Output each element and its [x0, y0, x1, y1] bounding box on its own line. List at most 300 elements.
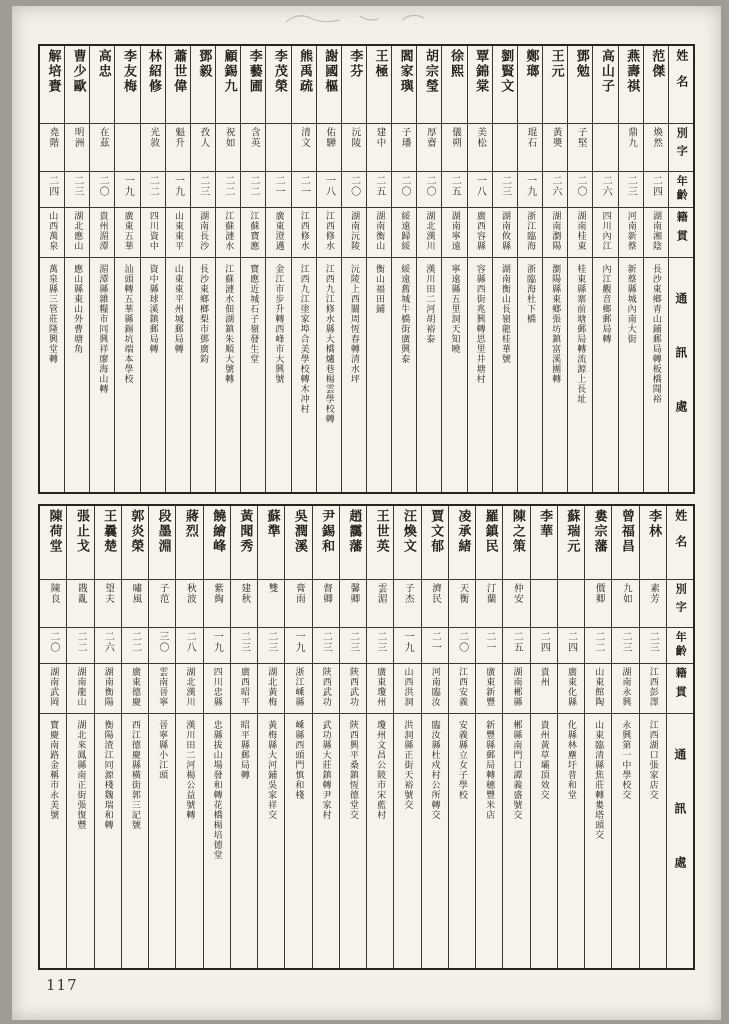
person-name [67, 506, 93, 580]
person-courtesy-name-text: 祝如 [223, 127, 235, 148]
person-native-place-text: 江蘇漣水 [223, 211, 234, 251]
person-native-place [503, 664, 529, 714]
person-address-text: 化縣林塵圩普和堂 [565, 720, 576, 800]
person-native-place-text: 湖南長沙 [198, 211, 209, 251]
person-age [367, 628, 393, 664]
header-courtesy-label: 別字 [674, 583, 688, 619]
person-native-place-text: 湖南攸縣 [500, 211, 510, 251]
person-native-place-text: 廣東化縣 [566, 667, 577, 707]
person-courtesy-name [558, 580, 584, 628]
person-address-text: 內江觀音鄉郵局轉 [600, 264, 611, 344]
person-native-place [40, 664, 66, 714]
person-name [518, 46, 542, 124]
person-column [257, 506, 284, 968]
person-name-text: 顧錫九 [221, 49, 237, 94]
person-name-text: 凌承緒 [455, 509, 471, 554]
person-native-place [216, 208, 240, 258]
person-age-text: 二一 [429, 631, 441, 653]
person-native-place-text: 湖南瀏陽 [550, 211, 561, 251]
person-age [191, 172, 215, 208]
person-column [89, 46, 114, 492]
person-courtesy-name-text: 琨石 [525, 127, 537, 148]
person-courtesy-name-text: 佑驊 [324, 127, 336, 148]
person-native-place-text: 雲南晉寧 [157, 667, 168, 707]
person-age [122, 628, 148, 664]
person-address [40, 714, 66, 968]
person-native-place-text: 湖北漢川 [184, 667, 195, 707]
person-address [449, 714, 475, 968]
handwriting-mark [282, 8, 442, 30]
person-age-text: 二二 [75, 631, 87, 653]
person-age-text: 二三 [625, 175, 637, 197]
person-name-text: 饒繪峰 [210, 509, 226, 554]
person-name-text: 蘇瑞元 [564, 509, 580, 554]
person-age [612, 628, 638, 664]
person-address-text: 沅陵上西關周恆春轉清水坪 [348, 264, 359, 384]
person-age [258, 628, 284, 664]
person-column [366, 506, 393, 968]
person-column [341, 46, 366, 492]
person-native-place [176, 664, 202, 714]
person-address-text: 汕頭轉五華縣錫坑端本學校 [122, 264, 133, 384]
person-native-place [531, 664, 557, 714]
person-courtesy-name [543, 124, 567, 172]
person-address-text: 臨汝縣杜戍村公所轉交 [429, 720, 440, 820]
header-native-label: 籍貫 [675, 211, 689, 249]
person-native-place [476, 664, 502, 714]
person-address [90, 258, 114, 492]
person-name [266, 46, 290, 124]
person-native-place-text: 湖南沅陵 [349, 211, 360, 251]
person-courtesy-name [422, 580, 448, 628]
person-name [476, 506, 502, 580]
person-age-text: 三〇 [156, 631, 168, 653]
person-age-text: 二〇 [398, 175, 410, 197]
person-age [442, 172, 466, 208]
person-address-text: 綏遠舊城牛橋街廣興泰 [399, 264, 410, 364]
header-contact-label: 通訊處 [672, 748, 687, 910]
header-contact [669, 258, 693, 492]
person-native-place-text: 江蘇寶應 [248, 211, 259, 251]
person-native-place [518, 208, 542, 258]
person-name [619, 46, 643, 124]
person-address-text: 桂東縣寨前塘郵局轉流源上長址 [575, 264, 586, 404]
person-age-text: 一九 [122, 175, 134, 197]
person-age-text: 一九 [402, 631, 414, 653]
person-age [342, 172, 366, 208]
roster-columns-top [40, 46, 693, 492]
person-column [114, 46, 139, 492]
person-name [216, 46, 240, 124]
person-name-text: 汪煥文 [400, 509, 416, 554]
person-age [266, 172, 290, 208]
header-courtesy-name [667, 580, 693, 628]
person-courtesy-name-text: 子杰 [402, 583, 414, 604]
person-age-text: 二二 [129, 631, 141, 653]
person-native-place-text: 山東館陶 [593, 667, 604, 707]
person-age-text: 二三 [374, 631, 386, 653]
person-native-place-text: 廣東德慶 [130, 667, 141, 707]
person-age-text: 二〇 [575, 175, 587, 197]
person-age [644, 172, 668, 208]
person-native-place [115, 208, 139, 258]
person-age [40, 172, 64, 208]
person-address-text: 新豐縣郵局轉穗豐米店 [484, 720, 495, 820]
person-native-place-text: 湖南武岡 [48, 667, 59, 707]
person-courtesy-name-text: 陳良 [48, 583, 60, 604]
person-native-place-text: 江西修水 [298, 211, 309, 251]
person-name [640, 506, 666, 580]
person-name [568, 46, 592, 124]
person-age [531, 628, 557, 664]
person-age-text: 二六 [549, 175, 561, 197]
person-age [204, 628, 230, 664]
person-address [176, 714, 202, 968]
person-name [285, 506, 311, 580]
person-address [216, 258, 240, 492]
person-native-place [493, 208, 517, 258]
person-courtesy-name [503, 580, 529, 628]
person-courtesy-name-text: 清文 [299, 127, 311, 148]
person-address [191, 258, 215, 492]
person-age-text: 二四 [565, 631, 577, 653]
person-courtesy-name [292, 124, 316, 172]
header-age-label: 年齡 [674, 631, 688, 659]
person-column [291, 46, 316, 492]
person-address [367, 258, 391, 492]
person-age-text: 二二 [248, 175, 260, 197]
person-address [292, 258, 316, 492]
person-column [284, 506, 311, 968]
person-name-text: 徐熙 [447, 49, 463, 79]
person-address-text: 寧遠縣五里洞天知曉 [449, 264, 460, 354]
person-courtesy-name-text: 魁升 [173, 127, 185, 148]
person-age [292, 172, 316, 208]
header-column [668, 46, 693, 492]
person-name [166, 46, 190, 124]
person-address [149, 714, 175, 968]
person-age [518, 172, 542, 208]
person-column [165, 46, 190, 492]
person-name [231, 506, 257, 580]
person-address [417, 258, 441, 492]
person-courtesy-name [367, 124, 391, 172]
person-age [40, 628, 66, 664]
person-address [122, 714, 148, 968]
person-native-place [317, 208, 341, 258]
person-name-text: 覃錦棠 [473, 49, 489, 94]
person-address [204, 714, 230, 968]
person-courtesy-name [122, 580, 148, 628]
person-name-text: 李藝圃 [246, 49, 262, 94]
person-address-text: 江西九江塗家埠合美學校轉木冲村 [298, 264, 309, 414]
person-column [121, 506, 148, 968]
person-courtesy-name [258, 580, 284, 628]
person-courtesy-name [619, 124, 643, 172]
person-native-place-text: 河南新蔡 [625, 211, 636, 251]
person-native-place-text: 廣西容縣 [474, 211, 485, 251]
person-column [542, 46, 567, 492]
person-courtesy-name [531, 580, 557, 628]
person-age [422, 628, 448, 664]
person-courtesy-name [476, 580, 502, 628]
person-courtesy-name [285, 580, 311, 628]
person-address [241, 258, 265, 492]
person-native-place-text: 四川內江 [600, 211, 611, 251]
person-native-place [568, 208, 592, 258]
person-address-text: 貴州黃草壩頂效交 [538, 720, 549, 800]
person-name [558, 506, 584, 580]
person-courtesy-name-text: 厚齋 [424, 127, 436, 148]
person-address-text: 山東臨清縣焦莊轉婁塔頭交 [593, 720, 604, 840]
person-address-text: 昭平縣郵局轉 [238, 720, 249, 780]
person-native-place [285, 664, 311, 714]
person-address-text: 洪洞縣正街天裕號交 [402, 720, 413, 810]
person-name [342, 46, 366, 124]
person-native-place [558, 664, 584, 714]
person-address [640, 714, 666, 968]
person-native-place-text: 湖南湘陰 [650, 211, 661, 251]
person-native-place [67, 664, 93, 714]
person-address-text: 湖北來鳳縣南正街張復豐 [75, 720, 86, 830]
person-courtesy-name [166, 124, 190, 172]
person-age [317, 172, 341, 208]
person-native-place-text: 貴州 [538, 667, 549, 687]
person-age [593, 172, 617, 208]
person-age-text: 二〇 [47, 631, 59, 653]
person-native-place [442, 208, 466, 258]
person-courtesy-name [95, 580, 121, 628]
person-courtesy-name-text: 子璠 [399, 127, 411, 148]
person-native-place [266, 208, 290, 258]
person-address-text: 郴縣南門口譚義盛號交 [511, 720, 522, 820]
person-native-place-text: 江西安義 [457, 667, 468, 707]
person-native-place [543, 208, 567, 258]
person-column [148, 506, 175, 968]
person-address [644, 258, 668, 492]
person-address-text: 湄潭縣雜糧市同興祥廖海山轉 [97, 264, 108, 394]
person-courtesy-name-text: 雙 [266, 583, 278, 594]
person-address-text: 新蔡縣城內南大街 [625, 264, 636, 344]
person-address-text: 瀏陽縣東鄉張坊鎮富溪團轉 [550, 264, 561, 384]
person-native-place [422, 664, 448, 714]
person-age [216, 172, 240, 208]
header-name [667, 506, 693, 580]
person-address-text: 西江德慶縣橫街郭三記號 [129, 720, 140, 830]
person-age [449, 628, 475, 664]
person-name [204, 506, 230, 580]
person-age-text: 一九 [172, 175, 184, 197]
person-courtesy-name-text: 天衡 [457, 583, 469, 604]
person-column [416, 46, 441, 492]
person-address [558, 714, 584, 968]
person-age [417, 172, 441, 208]
person-native-place-text: 湖北黃梅 [266, 667, 277, 707]
person-column [502, 506, 529, 968]
person-native-place [191, 208, 215, 258]
person-address-text: 金江市步升轉西峰市大興號 [273, 264, 284, 384]
person-address-text: 陝西興平桑鎮恆德堂交 [347, 720, 358, 820]
person-address-text: 寶應近城石子嶺發生堂 [248, 264, 259, 364]
person-address-text: 容縣西街兆興轉思里井塘村 [474, 264, 485, 384]
person-age-text: 一八 [323, 175, 335, 197]
person-courtesy-name [313, 580, 339, 628]
person-native-place-text: 山西洪洞 [402, 667, 413, 707]
person-address-text: 萬泉縣三管莊隆興堂轉 [47, 264, 58, 364]
person-native-place [392, 208, 416, 258]
person-address [166, 258, 190, 492]
person-name [367, 506, 393, 580]
person-name-text: 王曩楚 [101, 509, 117, 554]
person-courtesy-name [449, 580, 475, 628]
person-courtesy-name [493, 124, 517, 172]
person-name-text: 謝國樞 [322, 49, 338, 94]
person-native-place [122, 664, 148, 714]
person-address-text: 嵊縣西頭門慎和棧 [293, 720, 304, 800]
person-column [618, 46, 643, 492]
person-name [40, 46, 64, 124]
person-courtesy-name-text: 子堅 [575, 127, 587, 148]
person-address [394, 714, 420, 968]
person-name-text: 張止戈 [73, 509, 89, 554]
person-native-place-text: 湖南衡山 [374, 211, 385, 251]
person-courtesy-name [342, 124, 366, 172]
person-native-place-text: 山東東平 [172, 211, 183, 251]
person-age-text: 二八 [184, 631, 196, 653]
person-name-text: 李茂榮 [271, 49, 287, 94]
person-native-place-text: 山西萬泉 [47, 211, 58, 251]
person-name [449, 506, 475, 580]
person-name-text: 李林 [646, 509, 662, 539]
person-name [141, 46, 165, 124]
person-address [619, 258, 643, 492]
person-column [611, 506, 638, 968]
person-name-text: 高忠 [95, 49, 111, 79]
header-age [667, 628, 693, 664]
person-age [340, 628, 366, 664]
person-column [639, 506, 666, 968]
person-name [90, 46, 114, 124]
person-native-place-text: 河南臨汝 [429, 667, 440, 707]
person-age [65, 172, 89, 208]
person-column [66, 506, 93, 968]
person-age [231, 628, 257, 664]
person-native-place-text: 湖南永興 [620, 667, 631, 707]
person-address [95, 714, 121, 968]
person-courtesy-name-text: 膏雨 [293, 583, 305, 604]
person-column [230, 506, 257, 968]
header-name-label: 姓名 [673, 509, 688, 561]
person-column [592, 46, 617, 492]
person-address [40, 258, 64, 492]
person-name [313, 506, 339, 580]
person-name-text: 羅鎮民 [482, 509, 498, 554]
person-courtesy-name [612, 580, 638, 628]
person-age [503, 628, 529, 664]
person-name [176, 506, 202, 580]
person-native-place-text: 江西修水 [323, 211, 334, 251]
person-age-text: 二三 [647, 631, 659, 653]
person-address-text: 衡陽渣江同源棧魏瑞和轉 [102, 720, 113, 830]
person-address-text: 瓊州文昌公陂市宋藍村 [375, 720, 386, 820]
person-address-text: 長沙東鄉青山鋪郵局轉板橋聞裕 [650, 264, 661, 404]
person-name [367, 46, 391, 124]
person-courtesy-name-text: 建秋 [239, 583, 251, 604]
person-age [285, 628, 311, 664]
person-column [240, 46, 265, 492]
person-courtesy-name [191, 124, 215, 172]
person-native-place [417, 208, 441, 258]
person-age [176, 628, 202, 664]
person-column [421, 506, 448, 968]
person-age-text: 二五 [511, 631, 523, 653]
person-age-text: 二一 [483, 631, 495, 653]
person-address-text: 浙臨海杜下橋 [524, 264, 535, 324]
person-column [366, 46, 391, 492]
person-name-text: 陳荷堂 [46, 509, 62, 554]
person-address-text: 江西湖口張家店交 [647, 720, 658, 800]
person-address [518, 258, 542, 492]
person-native-place [95, 664, 121, 714]
person-address [493, 258, 517, 492]
person-native-place-text: 四川資中 [147, 211, 158, 251]
person-courtesy-name-text: 在茲 [97, 127, 109, 148]
person-courtesy-name-text: 望夫 [103, 583, 115, 604]
header-courtesy-label: 別字 [675, 127, 689, 163]
person-age-text: 二二 [592, 631, 604, 653]
person-column [94, 506, 121, 968]
person-address-text: 應山縣東山外曹塘角 [72, 264, 83, 354]
person-address-text: 江西九江修水縣大橋爐巷楊雲學校轉 [323, 264, 334, 424]
person-name [40, 506, 66, 580]
person-name [543, 46, 567, 124]
person-age-text: 二四 [46, 175, 58, 197]
person-column [64, 46, 89, 492]
person-name [531, 506, 557, 580]
person-address [258, 714, 284, 968]
person-name [95, 506, 121, 580]
person-age [149, 628, 175, 664]
person-age [568, 172, 592, 208]
person-age [619, 172, 643, 208]
person-column [584, 506, 611, 968]
person-native-place [619, 208, 643, 258]
person-age-text: 一九 [211, 631, 223, 653]
person-native-place [40, 208, 64, 258]
header-column [666, 506, 693, 968]
person-name-text: 熊禹疏 [297, 49, 313, 94]
person-courtesy-name [149, 580, 175, 628]
person-native-place-text: 四川忠縣 [211, 667, 222, 707]
person-native-place-text: 湖北漢川 [424, 211, 435, 251]
person-age-text: 二三 [71, 175, 83, 197]
person-native-place [449, 664, 475, 714]
person-age [95, 628, 121, 664]
person-courtesy-name [176, 580, 202, 628]
person-address [612, 714, 638, 968]
person-name-text: 段墨淵 [155, 509, 171, 554]
person-column [40, 46, 64, 492]
person-name-text: 高山子 [598, 49, 614, 94]
person-age [367, 172, 391, 208]
person-native-place-text: 湖南衡陽 [102, 667, 113, 707]
person-name [258, 506, 284, 580]
person-age-text: 二三 [620, 631, 632, 653]
person-courtesy-name-text: 鼎九 [626, 127, 638, 148]
person-name [122, 506, 148, 580]
person-courtesy-name-text: 素芳 [648, 583, 660, 604]
person-courtesy-name [67, 580, 93, 628]
